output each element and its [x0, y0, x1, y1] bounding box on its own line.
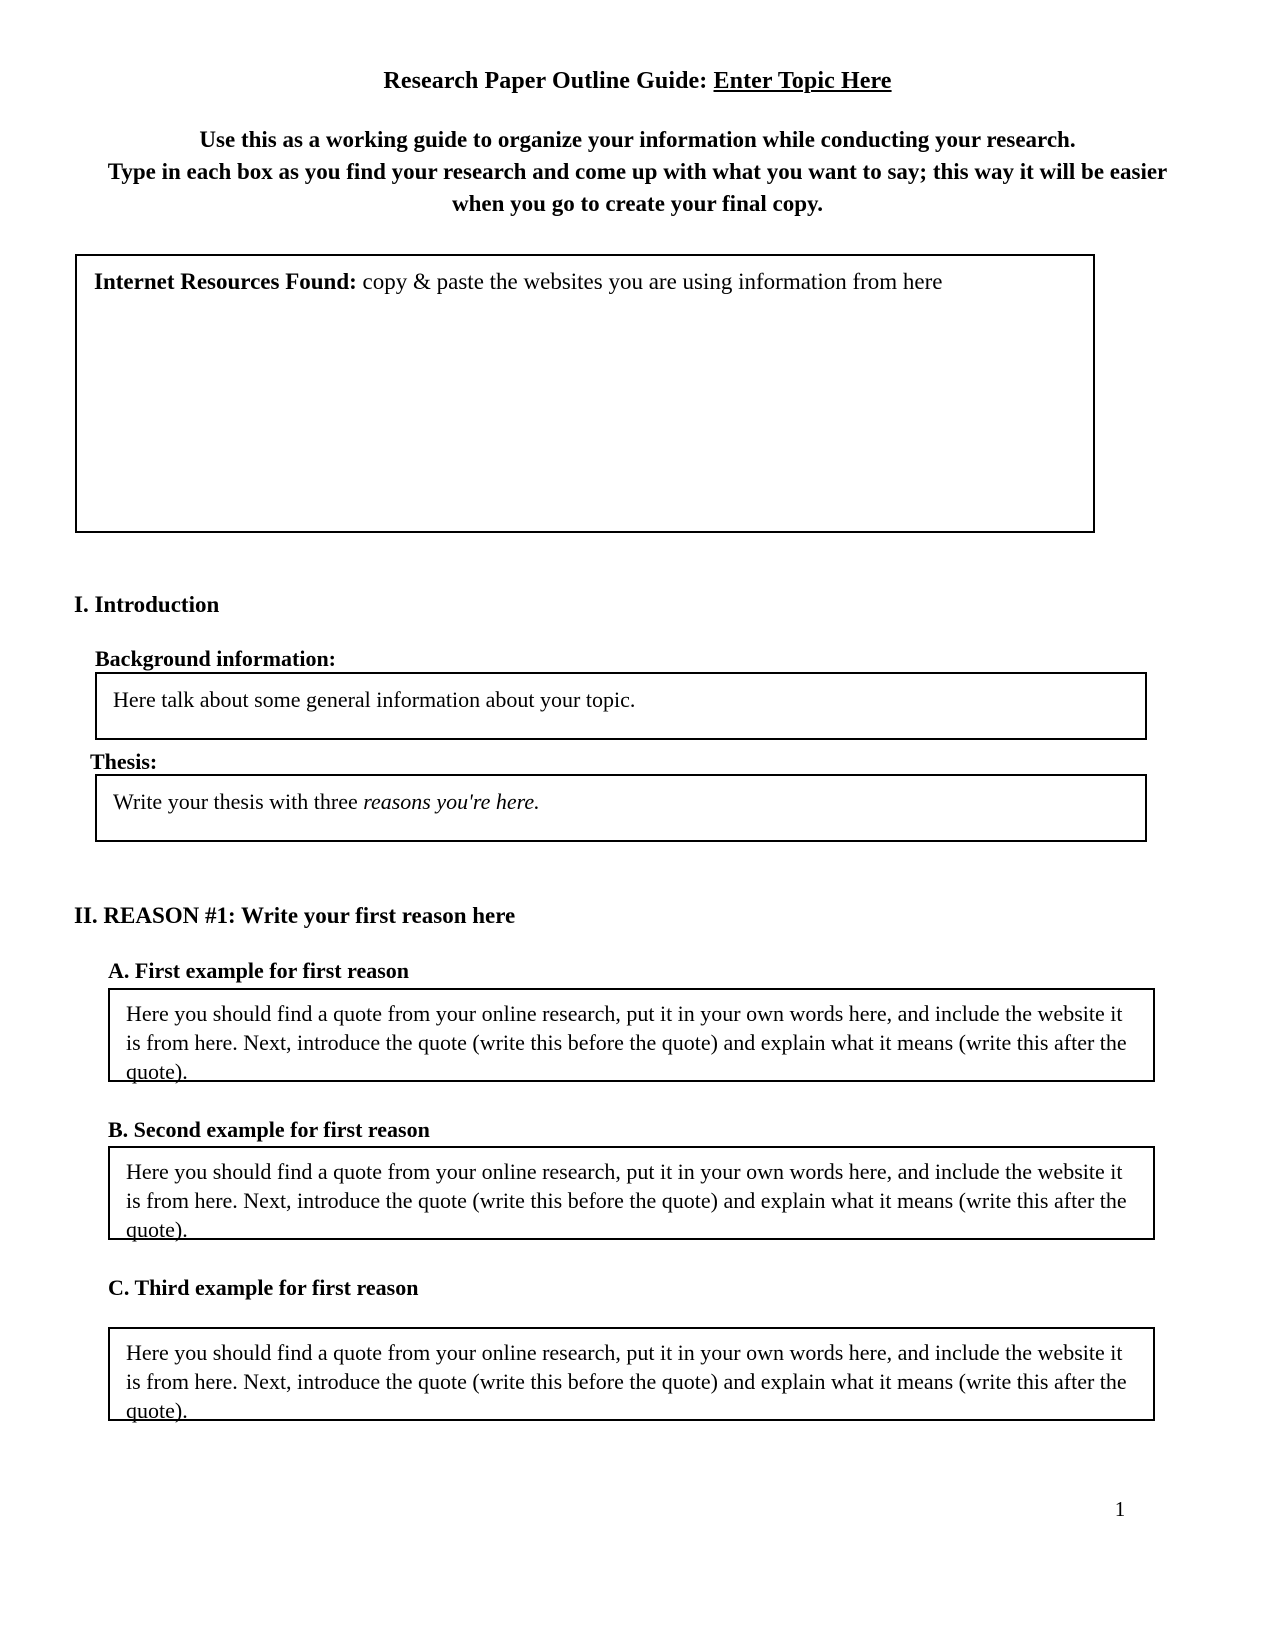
internet-resources-label: Internet Resources Found:	[94, 269, 357, 294]
background-information-text[interactable]: Here talk about some general information about your topic.	[113, 687, 636, 712]
page-title-prefix: Research Paper Outline Guide:	[383, 68, 708, 94]
instructions-block	[70, 124, 1205, 220]
example-b-text[interactable]: Here you should find a quote from your online research, put it in your own words here, and include the website it is from here. Next, introduce the quote (write this before the quote) and explain what it means (write this after the quote).	[126, 1159, 1127, 1242]
section-heading-introduction: I. Introduction	[74, 592, 220, 617]
label-thesis: Thesis:	[90, 749, 158, 774]
label-background-information: Background information:	[95, 646, 337, 671]
subheading-example-c: C. Third example for first reason	[108, 1275, 419, 1300]
example-a-text[interactable]: Here you should find a quote from your online research, put it in your own words here, and include the website it is from here. Next, introduce the quote (write this before the quote) and explain what it means (write this after the quote).	[126, 1001, 1127, 1084]
subheading-example-b: B. Second example for first reason	[108, 1117, 430, 1142]
thesis-text-plain: Write your thesis with three	[113, 789, 364, 814]
internet-resources-hint: copy & paste the websites you are using information from here	[356, 269, 943, 294]
page-title	[0, 68, 1275, 95]
internet-resources-box[interactable]	[75, 254, 1095, 533]
page-number: 1	[1114, 1497, 1126, 1521]
page-title-topic: Enter Topic Here	[713, 68, 892, 94]
instructions-line-3: when you go to create your final copy.	[452, 191, 823, 216]
internet-resources-value[interactable]	[77, 295, 1093, 306]
instructions-line-2: Type in each box as you find your research and come up with what you want to say; this way it will be easier	[107, 159, 1168, 184]
background-information-box[interactable]	[95, 672, 1147, 740]
section-heading-reason-one: II. REASON #1: Write your first reason here	[74, 903, 516, 928]
thesis-text-italic: reasons you're here.	[363, 789, 540, 814]
example-c-text[interactable]: Here you should find a quote from your online research, put it in your own words here, and include the website it is from here. Next, introduce the quote (write this before the quote) and explain what it means (write this after the quote).	[126, 1340, 1127, 1423]
thesis-box[interactable]	[95, 774, 1147, 842]
instructions-line-1: Use this as a working guide to organize your information while conducting your research.	[199, 127, 1076, 152]
thesis-text[interactable]	[97, 776, 1145, 817]
example-a-box[interactable]	[108, 988, 1155, 1082]
subheading-example-a: A. First example for first reason	[108, 958, 410, 983]
internet-resources-prompt	[77, 256, 1093, 295]
example-c-box[interactable]	[108, 1327, 1155, 1421]
example-b-box[interactable]	[108, 1146, 1155, 1240]
